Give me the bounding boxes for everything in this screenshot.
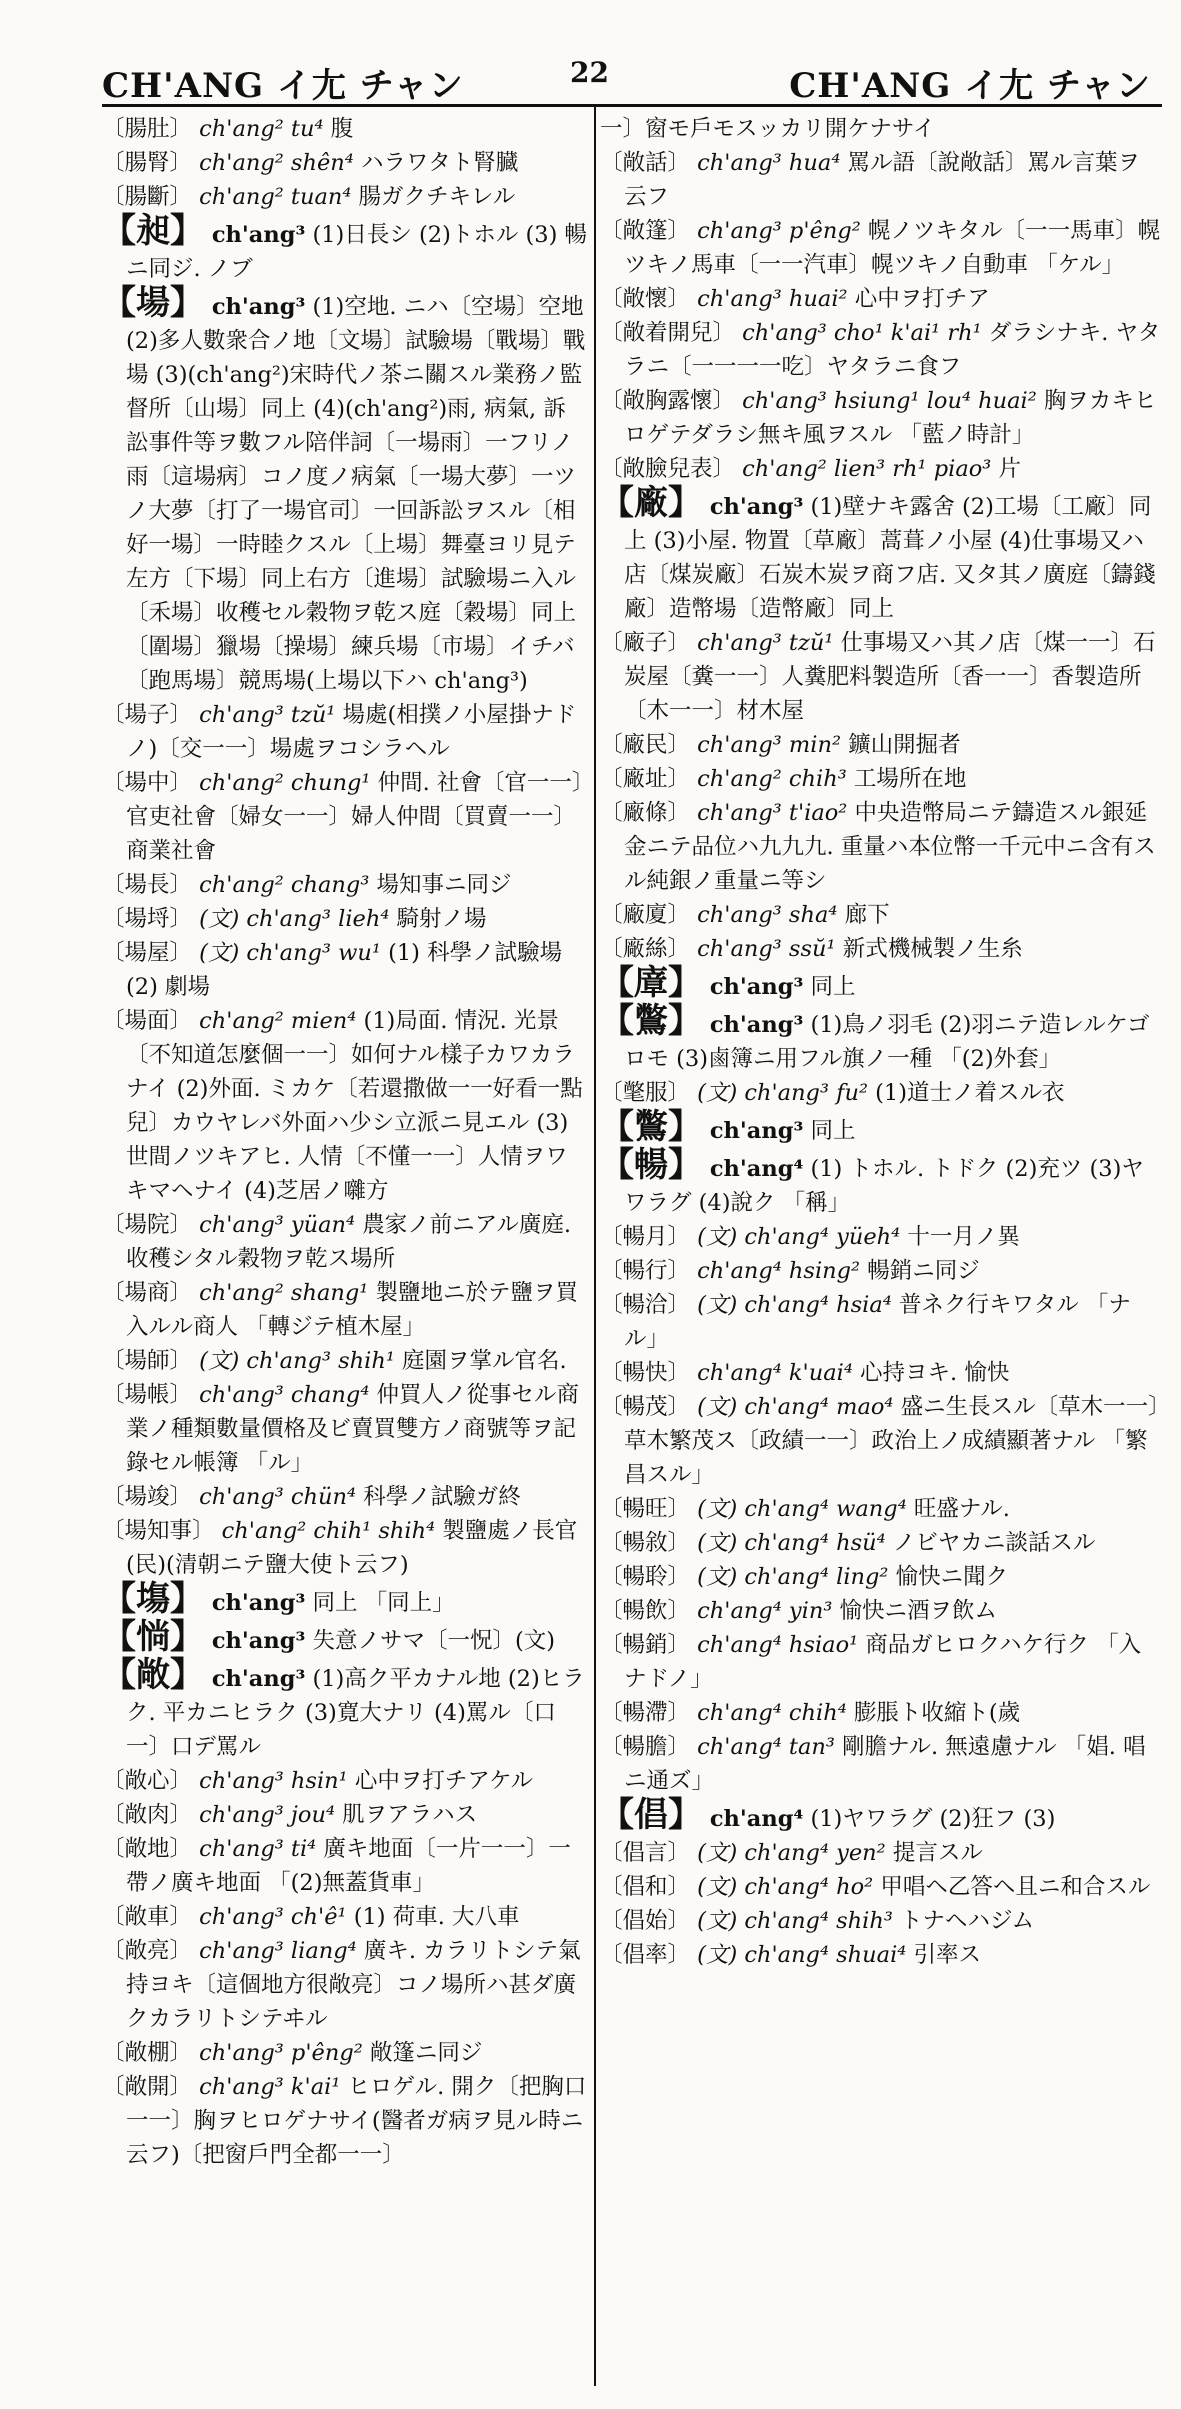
entry-romanization: ch'ang³ tzŭ¹: [192, 702, 336, 728]
entry-headword: 〔場中〕: [102, 770, 193, 796]
entry-headword: 〔場子〕: [102, 702, 193, 728]
dictionary-entry: [102, 146, 588, 180]
entry-romanization: ch'ang³ ssŭ¹: [690, 936, 836, 962]
entry-definition: ハラワタト腎臓: [360, 150, 519, 176]
entry-romanization: ch'ang³ jou⁴: [192, 1802, 335, 1828]
entry-headword: 〔倡始〕: [600, 1908, 691, 1934]
entry-definition: 同上: [810, 1118, 856, 1144]
entry-headword: 〔腸斷〕: [102, 184, 193, 210]
entry-definition: 胸ヲカキヒロゲテダラシ無キ風ヲスル 「藍ノ時計」: [624, 388, 1157, 448]
entry-headword: 〔廠絲〕: [600, 936, 691, 962]
entry-romanization: ch'ang² chang³: [192, 872, 370, 898]
entry-definition: 工場所在地: [853, 766, 967, 792]
entry-definition: 仲間. 社會〔官一一〕官吏社會〔婦女一一〕婦人仲間〔買賣一一〕商業社會: [126, 770, 584, 864]
entry-romanization: ch'ang³: [204, 1590, 306, 1616]
entry-romanization: ch'ang⁴: [702, 1156, 804, 1182]
page-number: 22: [570, 56, 609, 89]
dictionary-entry: [102, 1344, 588, 1378]
entry-definition: 製鹽地ニ於テ鹽ヲ買入ルル商人 「轉ジテ植木屋」: [126, 1280, 578, 1340]
entry-headword: 〔倡和〕: [600, 1874, 691, 1900]
entry-definition: 提言スル: [892, 1840, 983, 1866]
dictionary-entry: [102, 2036, 588, 2070]
dictionary-entry: [102, 211, 588, 286]
entry-headword: 〔場知事〕: [102, 1518, 215, 1544]
entry-headword: 【倡】: [600, 1795, 702, 1835]
dictionary-entry: [102, 283, 588, 698]
entry-definition: 引率ス: [913, 1942, 981, 1968]
entry-headword: 〔敞篷〕: [600, 218, 691, 244]
entry-romanization: ch'ang³ yüan⁴: [192, 1212, 356, 1238]
dictionary-entry: [600, 1628, 1162, 1696]
dictionary-entry: [600, 1730, 1162, 1798]
entry-definition: (1) 荷車. 大八車: [353, 1904, 520, 1930]
entry-definition: (1) 科學ノ試驗場 (2) 劇場: [126, 940, 563, 1000]
dictionary-entry: [600, 1220, 1162, 1254]
entry-headword: 【㢓】: [600, 963, 702, 1003]
right-column: [600, 112, 1162, 2382]
entry-headword: 〔場面〕: [102, 1008, 193, 1034]
dictionary-entry: [600, 1938, 1162, 1972]
dictionary-entry: [102, 180, 588, 214]
dictionary-entry: [600, 1288, 1162, 1356]
entry-definition: 同上 「同上」: [312, 1590, 455, 1616]
entry-definition: 心中ヲ打チア: [854, 286, 990, 312]
entry-definition: (1)局面. 情況. 光景〔不知道怎麼個一一〕如何ナル樣子カワカラナイ (2)外面. ミカケ〔若還撒做一一好看一點兒〕カウヤレバ外面ハ少シ立派ニ見エル (3) 世間ノツキアヒ. 人情〔不懂一一〕人情ヲワキマヘナイ (4)芝居ノ囃方: [126, 1008, 583, 1204]
dictionary-entry: [102, 1514, 588, 1582]
entry-headword: 〔倡言〕: [600, 1840, 691, 1866]
header-right-guide-word: CH'ANG イ尢 チャン: [789, 66, 1151, 106]
entry-romanization: ch'ang³: [702, 1012, 804, 1038]
entry-romanization: (文) ch'ang³ fu²: [690, 1080, 868, 1106]
left-column: [102, 112, 588, 2382]
entry-headword: 〔敞亮〕: [102, 1938, 193, 1964]
entry-headword: 〔廠址〕: [600, 766, 691, 792]
entry-romanization: ch'ang³ hsin¹: [192, 1768, 348, 1794]
entry-headword: 〔暢聆〕: [600, 1564, 691, 1590]
dictionary-entry: [102, 868, 588, 902]
dictionary-entry: [600, 932, 1162, 966]
entry-definition: 肌ヲアラハス: [342, 1802, 478, 1828]
dictionary-entry: [600, 728, 1162, 762]
entry-romanization: ch'ang³ hsiung¹ lou⁴ huai²: [735, 388, 1037, 414]
entry-headword: 〔場帳〕: [102, 1382, 193, 1408]
dictionary-entry: [600, 898, 1162, 932]
entry-headword: 〔廠廈〕: [600, 902, 691, 928]
dictionary-entry: [102, 1798, 588, 1832]
dictionary-entry: [600, 282, 1162, 316]
entry-romanization: ch'ang³: [702, 1118, 804, 1144]
entry-definition: 腹: [330, 116, 354, 142]
entry-definition: 剛膽ナル. 無遠慮ナル 「娼. 唱ニ通ズ」: [624, 1734, 1146, 1794]
entry-headword: 〔暢敘〕: [600, 1530, 691, 1556]
entry-headword: 〔廠民〕: [600, 732, 691, 758]
entry-definition: 敞篷ニ同ジ: [369, 2040, 483, 2066]
entry-romanization: ch'ang² shang¹: [192, 1280, 369, 1306]
entry-headword: 〔敞胸露懷〕: [600, 388, 736, 414]
dictionary-entry: [600, 1904, 1162, 1938]
entry-definition: 仕事場又ハ其ノ店〔煤一一〕石炭屋〔糞一一〕人糞肥料製造所〔香一一〕香製造所〔木一一〕材木屋: [624, 630, 1156, 724]
entry-romanization: ch'ang³: [702, 494, 804, 520]
entry-definition: 暢銷ニ同ジ: [867, 1258, 980, 1284]
entry-headword: 〔場商〕: [102, 1280, 193, 1306]
entry-romanization: ch'ang³ hua⁴: [690, 150, 841, 176]
entry-definition: 中央造幣局ニテ鑄造スル銀延金ニテ品位ハ九九九. 重量ハ本位幣一千元中ニ含有スル純銀ノ重量ニ等シ: [624, 800, 1156, 894]
dictionary-entry: [600, 1795, 1162, 1836]
dictionary-entry: [600, 1254, 1162, 1288]
entry-romanization: (文) ch'ang⁴ ho²: [690, 1874, 874, 1900]
dictionary-entry: [600, 452, 1162, 486]
entry-romanization: ch'ang³ cho¹ k'ai¹ rh¹: [735, 320, 982, 346]
entry-definition: 科學ノ試驗ガ終: [363, 1484, 521, 1510]
entry-definition: 騎射ノ場: [396, 906, 487, 932]
entry-headword: 【暢】: [600, 1145, 702, 1185]
entry-definition: 同上: [810, 974, 856, 1000]
entry-romanization: ch'ang³ p'êng²: [690, 218, 861, 244]
entry-romanization: (文) ch'ang⁴ hsü⁴: [690, 1530, 886, 1556]
entry-romanization: ch'ang⁴ yin³: [690, 1598, 833, 1624]
entry-headword: 〔場埒〕: [102, 906, 193, 932]
entry-headword: 〔敞肉〕: [102, 1802, 193, 1828]
entry-definition: 幌ノツキタル〔一一馬車〕幌ツキノ馬車〔一一汽車〕幌ツキノ自動車 「ケル」: [624, 218, 1161, 278]
entry-romanization: (文) ch'ang⁴ mao⁴: [690, 1394, 894, 1420]
entry-headword: 〔倡率〕: [600, 1942, 691, 1968]
entry-romanization: ch'ang⁴ hsing²: [690, 1258, 861, 1284]
entry-definition: 廊下: [844, 902, 890, 928]
entry-romanization: ch'ang³ ch'ê¹: [192, 1904, 347, 1930]
entry-definition: 腸ガクチキレル: [358, 184, 516, 210]
dictionary-entry: [600, 796, 1162, 898]
entry-romanization: (文) ch'ang⁴ ling²: [690, 1564, 889, 1590]
entry-romanization: ch'ang³ t'iao²: [690, 800, 848, 826]
entry-romanization: ch'ang³: [204, 1666, 306, 1692]
entry-definition: 片: [998, 456, 1021, 482]
dictionary-entry: [600, 146, 1162, 214]
entry-headword: 【惝】: [102, 1617, 204, 1657]
dictionary-entry: [102, 1276, 588, 1344]
entry-definition: 庭園ヲ掌ル官名.: [402, 1348, 567, 1374]
entry-romanization: ch'ang² tu⁴: [192, 116, 324, 142]
entry-headword: 〔暢飲〕: [600, 1598, 691, 1624]
page-header: [0, 0, 1181, 104]
dictionary-entry: [102, 1832, 588, 1900]
dictionary-entry: [600, 483, 1162, 626]
entry-definition: (1)日長シ (2)トホル (3) 暢ニ同ジ. ノブ: [126, 222, 588, 282]
dictionary-entry: [600, 626, 1162, 728]
entry-headword: 【昶】: [102, 211, 204, 251]
header-rule: [102, 104, 1162, 107]
dictionary-entry: [600, 112, 1162, 146]
entry-headword: 〔敞車〕: [102, 1904, 193, 1930]
entry-definition: 新式機械製ノ生糸: [842, 936, 1023, 962]
dictionary-entry: [600, 1696, 1162, 1730]
entry-headword: 【鷩】: [600, 1001, 702, 1041]
dictionary-entry: [102, 1764, 588, 1798]
entry-definition: 廣キ地面〔一片一一〕一帶ノ廣キ地面 「(2)無蓋貨車」: [126, 1836, 571, 1896]
header-left-guide-word: CH'ANG イ尢 チャン: [102, 66, 464, 106]
dictionary-entry: [102, 936, 588, 1004]
entry-romanization: (文) ch'ang³ lieh⁴: [192, 906, 390, 932]
entry-romanization: ch'ang³: [702, 974, 804, 1000]
entry-headword: 〔場竣〕: [102, 1484, 193, 1510]
entry-romanization: ch'ang³ ti⁴: [192, 1836, 317, 1862]
dictionary-entry: [600, 214, 1162, 282]
dictionary-entry: [102, 1934, 588, 2036]
dictionary-entry: [600, 1560, 1162, 1594]
entry-romanization: ch'ang³ chang⁴: [192, 1382, 370, 1408]
dictionary-entry: [102, 2070, 588, 2172]
dictionary-entry: [600, 1001, 1162, 1076]
entry-headword: 〔場長〕: [102, 872, 193, 898]
dictionary-entry: [600, 1390, 1162, 1492]
entry-definition: トナヘハジム: [900, 1908, 1035, 1934]
entry-headword: 〔敞地〕: [102, 1836, 193, 1862]
dictionary-entry: [102, 766, 588, 868]
entry-definition: ノビヤカニ談話スル: [892, 1530, 1096, 1556]
entry-romanization: (文) ch'ang⁴ wang⁴: [690, 1496, 907, 1522]
entry-headword: 【鷩】: [600, 1107, 702, 1147]
entry-headword: 〔暢銷〕: [600, 1632, 691, 1658]
entry-romanization: ch'ang³: [204, 1628, 306, 1654]
entry-headword: 【塲】: [102, 1579, 204, 1619]
dictionary-entry: [102, 1004, 588, 1208]
entry-definition: 場知事ニ同ジ: [376, 872, 512, 898]
entry-headword: 〔暢洽〕: [600, 1292, 691, 1318]
entry-romanization: ch'ang³ huai²: [690, 286, 848, 312]
entry-definition: 愉快ニ聞ク: [895, 1564, 1009, 1590]
entry-definition: 旺盛ナル.: [913, 1496, 1010, 1522]
entry-headword: 〔腸肚〕: [102, 116, 193, 142]
entry-headword: 〔敞棚〕: [102, 2040, 193, 2066]
entry-headword: 〔暢月〕: [600, 1224, 691, 1250]
entry-definition: 盛ニ生長スル〔草木一一〕草木繁茂ス〔政績一一〕政治上ノ成績顯著ナル 「繁昌スル」: [624, 1394, 1160, 1488]
dictionary-entry: [102, 1655, 588, 1764]
entry-romanization: (文) ch'ang³ wu¹: [192, 940, 381, 966]
entry-romanization: ch'ang² chih¹ shih⁴: [214, 1518, 436, 1544]
entry-headword: 〔暢行〕: [600, 1258, 691, 1284]
entry-headword: 【廠】: [600, 483, 702, 523]
entry-romanization: (文) ch'ang⁴ hsia⁴: [690, 1292, 892, 1318]
dictionary-entry: [600, 1356, 1162, 1390]
entry-headword: 〔場屋〕: [102, 940, 193, 966]
entry-romanization: ch'ang² lien³ rh¹ piao³: [735, 456, 992, 482]
entry-headword: 〔敞着開兒〕: [600, 320, 736, 346]
entry-definition: 商品ガヒロクハケ行ク 「入ナドノ」: [624, 1632, 1142, 1692]
entry-romanization: (文) ch'ang⁴ yen²: [690, 1840, 886, 1866]
entry-headword: 〔暢旺〕: [600, 1496, 691, 1522]
entry-definition: 心持ヨキ. 愉快: [860, 1360, 1010, 1386]
dictionary-entry: [102, 1579, 588, 1620]
entry-definition: ダラシナキ. ヤタラニ〔一一一一吃〕ヤタラニ食フ: [624, 320, 1161, 380]
column-divider: [594, 104, 596, 2386]
entry-headword: 〔敞心〕: [102, 1768, 193, 1794]
entry-headword: 〔敞懷〕: [600, 286, 691, 312]
entry-definition: ヒロゲル. 開ク〔把胸口一一〕胸ヲヒロゲナサイ(醫者ガ病ヲ見ル時ニ云フ)〔把窗戶門全都一一〕: [126, 2074, 587, 2168]
entry-definition: 一〕窗モ戶モスッカリ開ケナサイ: [600, 116, 936, 142]
dictionary-entry: [102, 1617, 588, 1658]
entry-romanization: ch'ang² chung¹: [192, 770, 371, 796]
entry-definition: 廣キ. カラリトシテ氣持ヨキ〔這個地方很敞亮〕コノ場所ハ甚ダ廣クカラリトシテヰル: [126, 1938, 581, 2032]
entry-definition: 製鹽處ノ長官(民)(清朝ニテ鹽大使ト云フ): [126, 1518, 578, 1578]
entry-headword: 〔敞開〕: [102, 2074, 193, 2100]
entry-definition: 農家ノ前ニアル廣庭. 收穫シタル穀物ヲ乾ス場所: [126, 1212, 571, 1272]
dictionary-entry: [600, 1594, 1162, 1628]
entry-definition: 膨脹ト收縮ト(歲: [853, 1700, 1021, 1726]
entry-definition: 十一月ノ異: [907, 1224, 1020, 1250]
dictionary-entry: [600, 1526, 1162, 1560]
entry-definition: 場處(相撲ノ小屋掛ナドノ)〔交一一〕場處ヲコシラヘル: [126, 702, 577, 762]
dictionary-entry: [600, 1870, 1162, 1904]
entry-headword: 〔廠子〕: [600, 630, 691, 656]
entry-headword: 〔暢滯〕: [600, 1700, 691, 1726]
dictionary-entry: [102, 1900, 588, 1934]
entry-definition: 鑛山開掘者: [848, 732, 961, 758]
entry-headword: 【場】: [102, 283, 204, 323]
entry-headword: 〔氅服〕: [600, 1080, 691, 1106]
entry-definition: (1)高ク平カナル地 (2)ヒラク. 平カニヒラク (3)寛大ナリ (4)罵ル〔口一〕口デ罵ル: [126, 1666, 585, 1760]
entry-headword: 〔暢茂〕: [600, 1394, 691, 1420]
dictionary-entry: [600, 384, 1162, 452]
entry-romanization: ch'ang³ p'êng²: [192, 2040, 363, 2066]
entry-romanization: (文) ch'ang⁴ shih³: [690, 1908, 893, 1934]
entry-headword: 〔敞臉兒表〕: [600, 456, 736, 482]
dictionary-entry: [102, 1208, 588, 1276]
dictionary-entry: [102, 1480, 588, 1514]
dictionary-entry: [102, 1378, 588, 1480]
entry-romanization: ch'ang² tuan⁴: [192, 184, 352, 210]
entry-romanization: (文) ch'ang³ shih¹: [192, 1348, 395, 1374]
entry-romanization: ch'ang² mien⁴: [192, 1008, 357, 1034]
entry-romanization: ch'ang⁴ chih⁴: [690, 1700, 847, 1726]
entry-headword: 【敞】: [102, 1655, 204, 1695]
entry-romanization: (文) ch'ang⁴ yüeh⁴: [690, 1224, 901, 1250]
entry-definition: (1)壁ナキ露舍 (2)工場〔工廠〕同上 (3)小屋. 物置〔草廠〕蒿葺ノ小屋 (4)仕事場又ハ店〔煤炭廠〕石炭木炭ヲ商フ店. 又タ其ノ廣庭〔鑄錢廠〕造幣場〔造幣廠〕同上: [624, 494, 1156, 622]
entry-romanization: ch'ang² chih³: [690, 766, 847, 792]
entry-romanization: (文) ch'ang⁴ shuai⁴: [690, 1942, 907, 1968]
dictionary-entry: [600, 1145, 1162, 1220]
dictionary-entry: [600, 963, 1162, 1004]
dictionary-entry: [600, 316, 1162, 384]
entry-headword: 〔敞話〕: [600, 150, 691, 176]
dictionary-entry: [102, 698, 588, 766]
entry-romanization: ch'ang³ tzŭ¹: [690, 630, 834, 656]
entry-romanization: ch'ang² shên⁴: [192, 150, 354, 176]
entry-definition: 愉快ニ酒ヲ飲ム: [839, 1598, 998, 1624]
entry-romanization: ch'ang³: [204, 294, 306, 320]
entry-definition: 失意ノサマ〔一怳〕(文): [312, 1628, 556, 1654]
entry-headword: 〔場師〕: [102, 1348, 193, 1374]
entry-definition: (1)道士ノ着スル衣: [875, 1080, 1065, 1106]
entry-definition: (1) トホル. トドク (2)充ツ (3)ヤワラグ (4)說ク 「稱」: [624, 1156, 1144, 1216]
entry-romanization: ch'ang⁴ k'uai⁴: [690, 1360, 853, 1386]
entry-headword: 〔暢快〕: [600, 1360, 691, 1386]
entry-romanization: ch'ang³ k'ai¹: [192, 2074, 341, 2100]
entry-definition: (1)ヤワラグ (2)狂フ (3): [810, 1806, 1056, 1832]
entry-definition: 心中ヲ打チアケル: [354, 1768, 534, 1794]
entry-definition: 甲唱ヘ乙答ヘ且ニ和合スル: [880, 1874, 1151, 1900]
entry-romanization: ch'ang⁴ hsiao¹: [690, 1632, 859, 1658]
entry-definition: 罵ル語〔說敞話〕罵ル言葉ヲ云フ: [624, 150, 1141, 210]
dictionary-entry: [600, 1836, 1162, 1870]
entry-romanization: ch'ang³ sha⁴: [690, 902, 838, 928]
entry-headword: 〔場院〕: [102, 1212, 193, 1238]
entry-definition: (1)空地. ニハ〔空場〕空地 (2)多人數衆合ノ地〔文場〕試驗場〔戰場〕戰場 (3)(ch'ang²)宋時代ノ茶ニ關スル業務ノ監督所〔山場〕同上 (4)(ch'ang²)雨, 病氣, 訴訟事件等ヲ數フル陪伴詞〔一場雨〕一フリノ雨〔這場病〕コノ度ノ病氣〔一場大夢〕一ツノ大夢〔打了一場官司〕一回訴訟ヲスル〔相好一場〕一時睦クスル〔上場〕舞臺ヨリ見テ左方〔下場〕同上右方〔進場〕試驗場ニ入ル〔禾場〕收穫セル穀物ヲ乾ス庭〔穀場〕同上〔圍場〕獵場〔操場〕練兵場〔市場〕イチバ〔跑馬場〕競馬場(上場以下ハ ch'ang³): [126, 294, 586, 694]
entry-definition: 仲買人ノ從事セル商業ノ種類數量價格及ビ賣買雙方ノ商號等ヲ記錄セル帳簿 「ル」: [126, 1382, 580, 1476]
entry-romanization: ch'ang⁴: [702, 1806, 804, 1832]
dictionary-entry: [600, 1107, 1162, 1148]
entry-romanization: ch'ang³ chün⁴: [192, 1484, 357, 1510]
entry-romanization: ch'ang³ liang⁴: [192, 1938, 357, 1964]
entry-headword: 〔廠條〕: [600, 800, 691, 826]
dictionary-entry: [102, 112, 588, 146]
dictionary-entry: [600, 1076, 1162, 1110]
entry-headword: 〔暢膽〕: [600, 1734, 691, 1760]
entry-headword: 〔腸腎〕: [102, 150, 193, 176]
entry-romanization: ch'ang³: [204, 222, 306, 248]
entry-definition: (1)鳥ノ羽毛 (2)羽ニテ造レルケゴロモ (3)鹵簿ニ用フル旗ノ一種 「(2)外套」: [624, 1012, 1150, 1072]
dictionary-entry: [102, 902, 588, 936]
entry-romanization: ch'ang³ min²: [690, 732, 841, 758]
dictionary-entry: [600, 1492, 1162, 1526]
dictionary-entry: [600, 762, 1162, 796]
entry-definition: 普ネク行キワタル 「ナル」: [624, 1292, 1131, 1352]
entry-romanization: ch'ang⁴ tan³: [690, 1734, 835, 1760]
